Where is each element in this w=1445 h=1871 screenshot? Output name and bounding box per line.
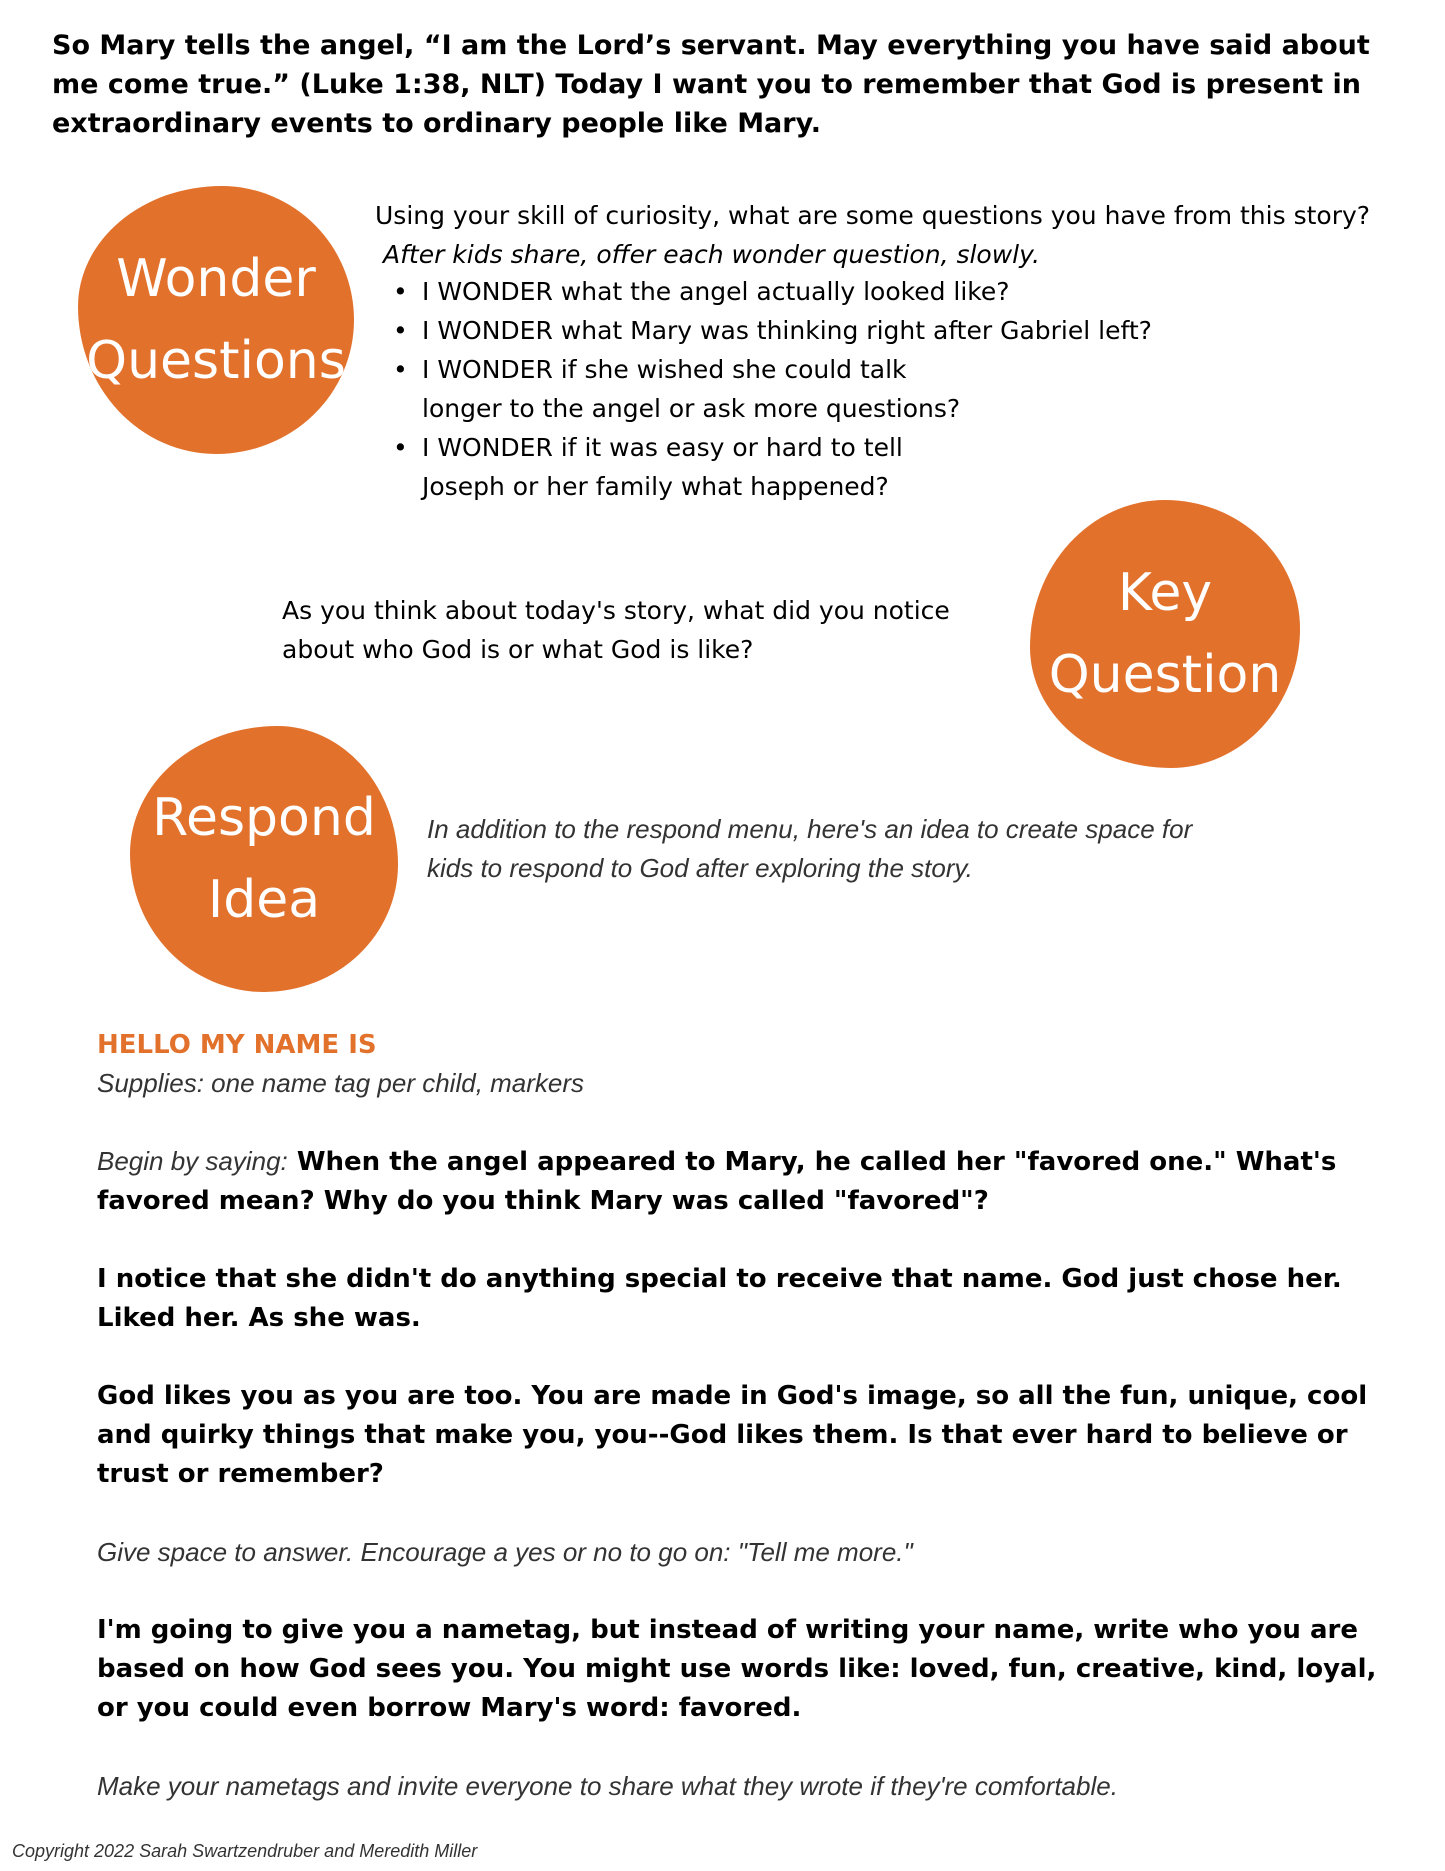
- copyright-footer: Copyright 2022 Sarah Swartzendruber and Meredith Miller: [12, 1841, 478, 1861]
- respond-badge-line2: Idea: [207, 870, 321, 930]
- activity-instruction-2: Make your nametags and invite everyone to share what they wrote if they're comfortable.: [97, 1771, 1118, 1801]
- key-badge-line2: Question: [1048, 645, 1282, 705]
- activity-paragraph-2: I notice that she didn't do anything special to receive that name. God just chose her. Liked her. As she was.: [97, 1264, 1342, 1333]
- intro-paragraph: So Mary tells the angel, “I am the Lord’s servant. May everything you have said about me come true.” (Luke 1:38, NLT) Today I want you to remember that God is present in extraordinary events to ordinary people like Mary.: [52, 30, 1370, 139]
- begin-label: Begin by saying:: [97, 1146, 288, 1176]
- key-question-badge: [1030, 500, 1300, 768]
- wonder-question-item: • I WONDER if it was easy or hard to tell Joseph or her family what happened?: [390, 428, 982, 506]
- wonder-question-item: • I WONDER if she wished she could talk longer to the angel or ask more questions?: [390, 350, 982, 428]
- wonder-badge-line2: Questions: [86, 331, 346, 391]
- wonder-prompt: Using your skill of curiosity, what are some questions you have from this story?: [375, 201, 1371, 230]
- key-question-prompt: As you think about today's story, what did you notice about who God is or what God is like?: [282, 596, 950, 664]
- wonder-question-item: • I WONDER what the angel actually looked like?: [390, 272, 1190, 311]
- respond-badge-line1: Respond: [152, 788, 376, 848]
- wonder-question-list: [390, 272, 1190, 506]
- begin-text: When the angel appeared to Mary, he called her "favored one." What's favored mean? Why do you think Mary was called "favored"?: [97, 1147, 1337, 1216]
- activity-instruction-1: Give space to answer. Encourage a yes or no to go on: "Tell me more.": [97, 1537, 913, 1567]
- wonder-question-item: • I WONDER what Mary was thinking right after Gabriel left?: [390, 311, 1190, 350]
- wonder-note: After kids share, offer each wonder question, slowly.: [383, 240, 1040, 269]
- respond-idea-badge: [130, 726, 398, 992]
- begin-paragraph: [97, 1142, 1397, 1221]
- respond-idea-text: In addition to the respond menu, here's an idea to create space for kids to respond to God after exploring the story.: [427, 814, 1193, 883]
- activity-section: [97, 1026, 1397, 1806]
- key-badge-line1: Key: [1117, 563, 1213, 623]
- wonder-badge-line1: Wonder: [116, 249, 316, 309]
- wonder-questions-badge: [78, 186, 354, 454]
- activity-supplies: Supplies: one name tag per child, markers: [97, 1068, 585, 1098]
- activity-paragraph-4: I'm going to give you a nametag, but instead of writing your name, write who you are based on how God sees you. You might use words like: loved, fun, creative, kind, loyal, or you could even borrow Mary's word: favored.: [97, 1615, 1377, 1723]
- activity-title: HELLO MY NAME IS: [97, 1030, 377, 1060]
- activity-paragraph-3: God likes you as you are too. You are made in God's image, so all the fun, unique, cool and quirky things that make you, you--God likes them. Is that ever hard to believe or trust or remember?: [97, 1381, 1368, 1489]
